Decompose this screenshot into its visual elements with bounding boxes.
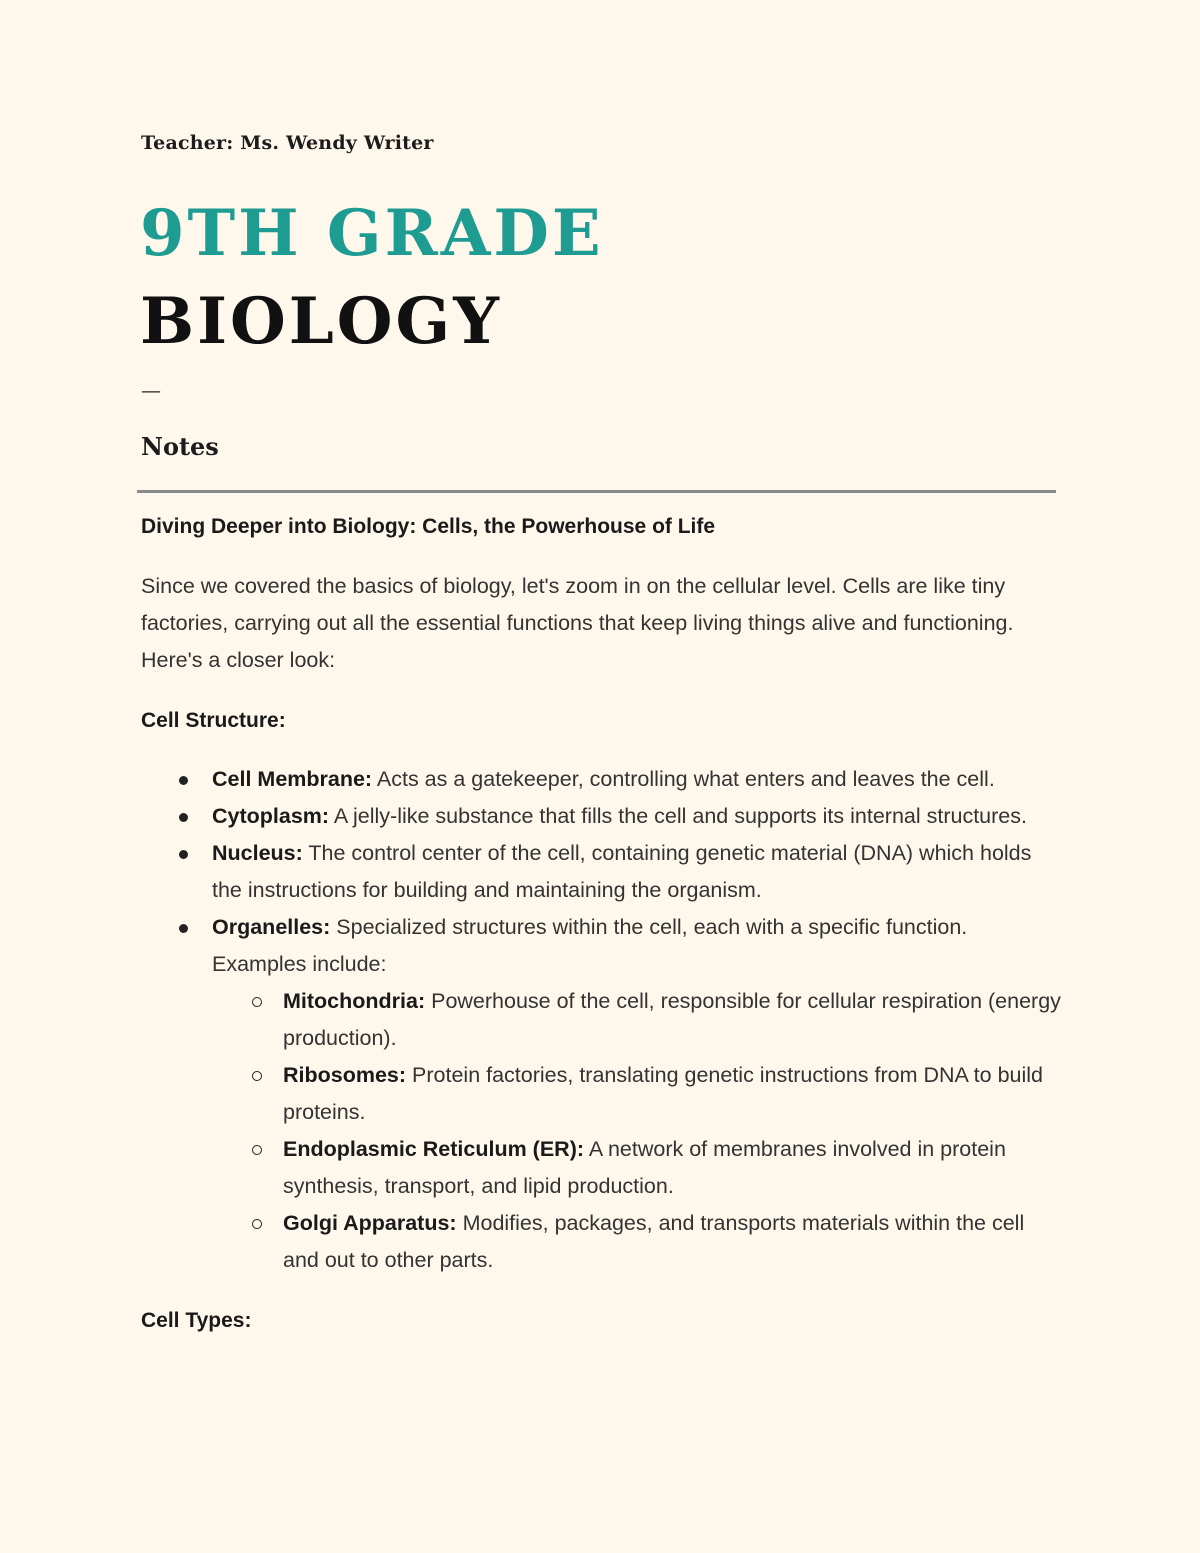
section-title: Diving Deeper into Biology: Cells, the Powerhouse of Life bbox=[141, 515, 716, 538]
cell-structure-heading: Cell Structure: bbox=[141, 709, 286, 732]
notes-content bbox=[141, 508, 1061, 1339]
list-item bbox=[212, 909, 1061, 1279]
notes-heading: Notes bbox=[141, 432, 219, 461]
cell-structure-list bbox=[141, 761, 1061, 1279]
organelles-sublist bbox=[212, 983, 1061, 1279]
list-item bbox=[212, 835, 1061, 909]
list-item-term: Nucleus: bbox=[212, 841, 303, 865]
list-item-desc: Specialized structures within the cell, each with a specific function. Examples include: bbox=[212, 915, 968, 976]
list-item-desc: The control center of the cell, containing genetic material (DNA) which holds the instructions for building and maintaining the organism. bbox=[212, 841, 1032, 902]
list-item-term: Cytoplasm: bbox=[212, 804, 330, 828]
sublist-item bbox=[283, 1205, 1061, 1279]
sublist-item-desc: Powerhouse of the cell, responsible for cellular respiration (energy production). bbox=[283, 989, 1061, 1050]
sublist-item bbox=[283, 1057, 1061, 1131]
sublist-item-desc: Modifies, packages, and transports materials within the cell and out to other parts. bbox=[283, 1211, 1025, 1272]
title-dash: — bbox=[141, 378, 161, 402]
sublist-item-term: Mitochondria: bbox=[283, 989, 426, 1013]
sublist-item-desc: Protein factories, translating genetic instructions from DNA to build proteins. bbox=[283, 1063, 1043, 1124]
sublist-item-desc: A network of membranes involved in protein synthesis, transport, and lipid production. bbox=[283, 1137, 1006, 1198]
list-item bbox=[212, 798, 1061, 835]
list-item-term: Cell Membrane: bbox=[212, 767, 373, 791]
sublist-item bbox=[283, 983, 1061, 1057]
title-grade: 9TH GRADE bbox=[140, 196, 604, 271]
title-subject: BIOLOGY bbox=[140, 284, 502, 359]
sublist-item-term: Endoplasmic Reticulum (ER): bbox=[283, 1137, 585, 1161]
list-item-desc: A jelly-like substance that fills the cell and supports its internal structures. bbox=[329, 804, 1027, 828]
horizontal-rule bbox=[137, 490, 1056, 493]
sublist-item-term: Golgi Apparatus: bbox=[283, 1211, 457, 1235]
list-item-desc: Acts as a gatekeeper, controlling what enters and leaves the cell. bbox=[372, 767, 995, 791]
teacher-name: Teacher: Ms. Wendy Writer bbox=[141, 132, 434, 154]
list-item-term: Organelles: bbox=[212, 915, 331, 939]
sublist-item bbox=[283, 1131, 1061, 1205]
cell-types-heading: Cell Types: bbox=[141, 1309, 252, 1332]
list-item bbox=[212, 761, 1061, 798]
sublist-item-term: Ribosomes: bbox=[283, 1063, 407, 1087]
intro-paragraph: Since we covered the basics of biology, let's zoom in on the cellular level. Cells are like tiny factories, carrying out all the essential functions that keep living things alive and functioning. Here's a closer look: bbox=[141, 574, 1014, 672]
